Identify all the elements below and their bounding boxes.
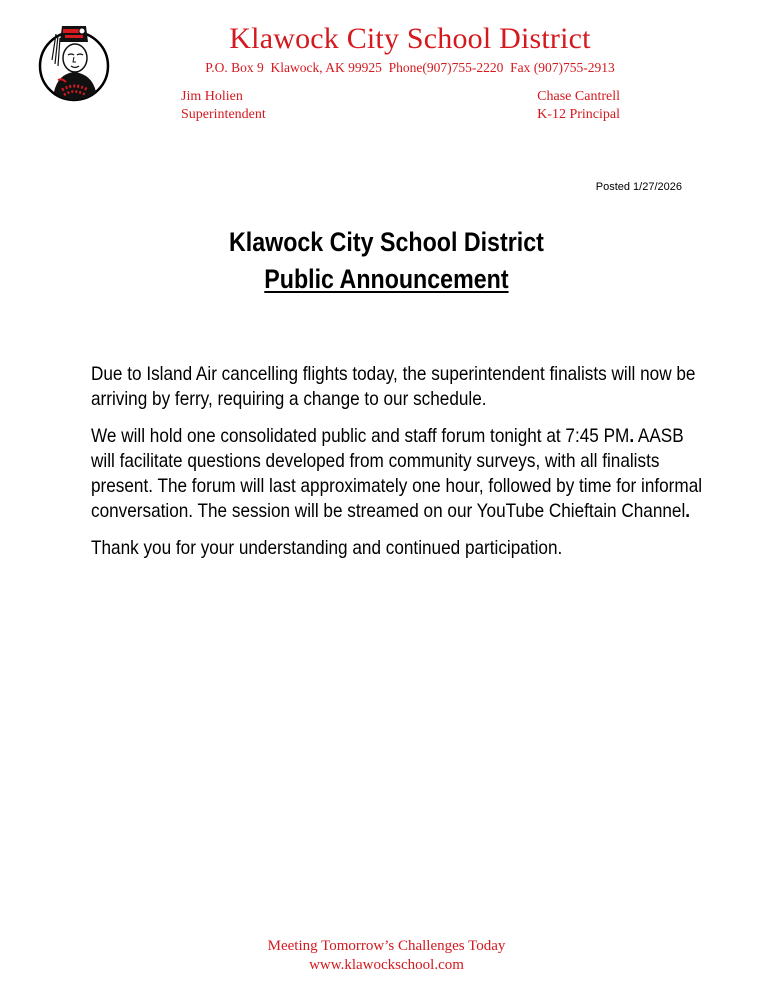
paragraph-1: Due to Island Air cancelling flights today, the superintendent finalists will now be arriving by ferry, requiring a change to our schedule. — [91, 363, 696, 410]
document-heading — [54, 224, 719, 298]
footer-motto: Meeting Tomorrow’s Challenges Today — [267, 938, 506, 954]
letterhead-left-contact — [181, 88, 266, 124]
forum-sentence: We will hold one consolidated public and staff forum tonight at 7:45 PM — [91, 425, 630, 447]
heading-line-2: Public Announcement — [264, 264, 509, 294]
announcement-body — [91, 362, 707, 573]
district-logo — [38, 20, 110, 112]
principal-name: Chase Cantrell — [537, 89, 620, 104]
superintendent-name: Jim Holien — [181, 89, 243, 104]
footer — [0, 937, 773, 975]
posted-date: Posted 1/27/2026 — [595, 181, 682, 193]
footer-website[interactable]: www.klawockschool.com — [309, 957, 464, 973]
letterhead-org-name: Klawock City School District — [229, 22, 591, 55]
letterhead-address: P.O. Box 9 Klawock, AK 99925 Phone(907)755-2220 Fax (907)755-2913 — [205, 60, 615, 75]
paragraph-2: We will hold one consolidated public and staff forum tonight at 7:45 PM. AASB will facilitate questions developed from community surveys, with all finalists present. The forum will last approximately one hour, followed by time for informal conversation. The session will be streamed on our YouTube Chieftain Channel. — [91, 425, 703, 522]
superintendent-title: Superintendent — [181, 107, 266, 122]
paragraph-3: Thank you for your understanding and continued participation. — [91, 537, 563, 559]
principal-title: K-12 Principal — [537, 107, 620, 122]
heading-line-1: Klawock City School District — [229, 227, 544, 257]
forum-details: AASB will facilitate questions developed from community surveys, with all finalists present. The forum will last approximately one hour, followed by time for informal conversation. The session will be streamed on our YouTube Chieftain Channel — [91, 425, 703, 522]
letterhead-right-contact — [537, 88, 620, 124]
